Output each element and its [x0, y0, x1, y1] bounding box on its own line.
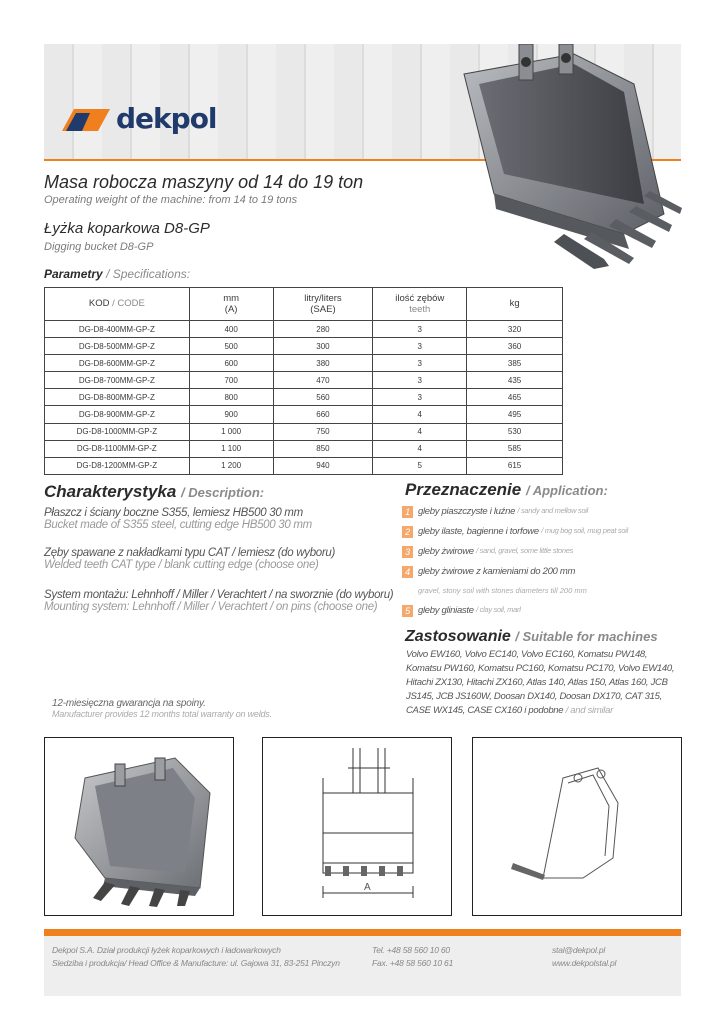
- table-cell: 3: [373, 372, 467, 389]
- footer-company-line2: Siedziba i produkcja/ Head Office & Manufacture: ul. Gajowa 31, 83-251 Pinczyn: [52, 958, 340, 968]
- table-cell: 750: [273, 423, 373, 440]
- col-mm-line2: (A): [224, 304, 238, 315]
- table-row: [45, 321, 563, 338]
- description-item: [44, 507, 394, 531]
- application-item-en: / sandy and mellow soil: [517, 506, 589, 515]
- usage-machines: [406, 648, 676, 718]
- table-row: [45, 406, 563, 423]
- bucket-3d-view: [44, 737, 234, 916]
- table-cell: 320: [467, 321, 563, 338]
- footer-fax: Fax. +48 58 560 10 61: [372, 958, 454, 968]
- col-teeth-line2: teeth: [409, 304, 431, 315]
- usage-similar-en: / and similar: [565, 705, 613, 716]
- table-cell: 280: [273, 321, 373, 338]
- footer-contact: [552, 944, 616, 970]
- application-item-pl: gleby żwirowe: [418, 546, 474, 557]
- specifications-heading: [44, 267, 190, 281]
- application-item-en: / sand, gravel, some little stones: [476, 546, 574, 555]
- table-cell: 615: [467, 457, 563, 474]
- description-item-pl: Płaszcz i ściany boczne S355, lemiesz HB500 30 mm: [44, 507, 303, 519]
- table-row: [45, 389, 563, 406]
- table-cell: 465: [467, 389, 563, 406]
- application-heading: [405, 480, 608, 500]
- specifications-table-body: [45, 321, 563, 475]
- application-item: [402, 506, 588, 518]
- table-row: [45, 372, 563, 389]
- table-cell: 470: [273, 372, 373, 389]
- application-item: [402, 605, 521, 617]
- product-subtitle: Digging bucket D8-GP: [44, 241, 154, 253]
- application-item-number: 5: [402, 605, 413, 617]
- application-item-pl: gleby żwirowe z kamieniami do 200 mm: [418, 566, 576, 577]
- table-cell: DG-D8-1200MM-GP-Z: [45, 457, 190, 474]
- table-cell: 5: [373, 457, 467, 474]
- table-cell: DG-D8-400MM-GP-Z: [45, 321, 190, 338]
- application-heading-en: / Application:: [525, 483, 608, 498]
- col-code-pl: KOD: [88, 298, 110, 310]
- table-cell: DG-D8-1000MM-GP-Z: [45, 423, 190, 440]
- bucket-3d-image: [45, 738, 233, 915]
- table-cell: 560: [273, 389, 373, 406]
- description-item: [44, 589, 404, 613]
- description-item-pl: Zęby spawane z nakładkami typu CAT / lemiesz (do wyboru): [44, 547, 336, 559]
- bucket-side-drawing: [472, 737, 682, 916]
- table-header-row: [45, 288, 563, 321]
- footer-company-line1: Dekpol S.A. Dział produkcji łyżek koparkowych i ładowarkowych: [52, 945, 281, 955]
- col-liters-line2: (SAE): [310, 304, 336, 315]
- table-cell: 380: [273, 355, 373, 372]
- table-cell: 585: [467, 440, 563, 457]
- bucket-front-drawing: [262, 737, 452, 916]
- logo-mark-icon: [60, 105, 112, 133]
- table-cell: 495: [467, 406, 563, 423]
- usage-heading-pl: Zastosowanie: [405, 628, 511, 645]
- table-row: [45, 338, 563, 355]
- usage-heading: [405, 628, 658, 646]
- col-liters-header: [273, 288, 373, 321]
- table-cell: 800: [189, 389, 273, 406]
- description-heading-pl: Charakterystyka: [44, 482, 177, 501]
- table-cell: 500: [189, 338, 273, 355]
- description-item-en: Bucket made of S355 steel, cutting edge HB500 30 mm: [44, 519, 312, 531]
- description-heading: [44, 482, 264, 502]
- table-cell: DG-D8-600MM-GP-Z: [45, 355, 190, 372]
- table-cell: 435: [467, 372, 563, 389]
- application-item-pl: gleby piaszczyste i luźne: [418, 506, 516, 517]
- table-cell: 4: [373, 406, 467, 423]
- table-cell: DG-D8-700MM-GP-Z: [45, 372, 190, 389]
- table-cell: DG-D8-500MM-GP-Z: [45, 338, 190, 355]
- application-item-pl: gleby gliniaste: [418, 605, 474, 616]
- table-cell: 3: [373, 389, 467, 406]
- application-item-number: 1: [402, 506, 413, 518]
- col-code-header: [45, 288, 190, 321]
- col-kg-header: kg: [467, 288, 563, 321]
- table-cell: 360: [467, 338, 563, 355]
- table-row: [45, 457, 563, 474]
- bucket-side-drawing-image: [473, 738, 681, 915]
- usage-machines-list: Volvo EW160, Volvo EC140, Volvo EC160, Komatsu PW148, Komatsu PW160, Komatsu PC160, Komatsu PC170, Volvo EW140, Hitachi ZX130, Hitachi ZX160, Atlas 140, Atlas 150, Atlas 160, JCB JS145, JCB JS160W, Doosan DX140, Doosan DX170, CAT 315, CASE WX145, CASE CX160 i podobne: [406, 649, 675, 716]
- footer-phone: [372, 944, 453, 970]
- table-cell: 530: [467, 423, 563, 440]
- table-cell: 4: [373, 423, 467, 440]
- table-cell: 3: [373, 321, 467, 338]
- table-cell: 900: [189, 406, 273, 423]
- col-mm-line1: mm: [223, 292, 240, 304]
- table-cell: 1 200: [189, 457, 273, 474]
- table-cell: DG-D8-800MM-GP-Z: [45, 389, 190, 406]
- footer-website-link[interactable]: www.dekpolstal.pl: [552, 958, 617, 968]
- application-heading-pl: Przeznaczenie: [405, 480, 522, 499]
- table-cell: 3: [373, 355, 467, 372]
- table-cell: 385: [467, 355, 563, 372]
- operating-weight-subtitle: Operating weight of the machine: from 14 to 19 tons: [44, 194, 298, 206]
- table-cell: 1 100: [189, 440, 273, 457]
- footer-company: [52, 944, 340, 970]
- table-row: [45, 423, 563, 440]
- table-cell: 700: [189, 372, 273, 389]
- application-item-pl: gleby ilaste, bagienne i torfowe: [418, 526, 539, 537]
- col-code-en: / CODE: [112, 298, 145, 310]
- warranty-pl: 12-miesięczna gwarancja na spoiny.: [52, 698, 206, 709]
- col-teeth-header: [373, 288, 467, 321]
- table-cell: 4: [373, 440, 467, 457]
- brand-name: dekpol: [116, 102, 217, 135]
- operating-weight-title: Masa robocza maszyny od 14 do 19 ton: [44, 172, 364, 192]
- col-teeth-line1: ilość zębów: [395, 292, 445, 304]
- bucket-front-drawing-image: [263, 738, 451, 915]
- datasheet-page: [44, 44, 681, 989]
- footer-email-link[interactable]: stal@dekpol.pl: [552, 945, 606, 955]
- dekpol-logo: [60, 102, 217, 135]
- table-cell: 600: [189, 355, 273, 372]
- table-cell: 660: [273, 406, 373, 423]
- bucket-hero-image: [424, 44, 684, 274]
- application-item: [402, 546, 573, 558]
- footer: [44, 929, 681, 996]
- col-mm-header: [189, 288, 273, 321]
- application-item-number: 2: [402, 526, 413, 538]
- product-title: Łyżka koparkowa D8-GP: [44, 220, 210, 237]
- table-cell: 3: [373, 338, 467, 355]
- description-item-en: Mounting system: Lehnhoff / Miller / Verachtert / on pins (choose one): [44, 601, 378, 613]
- table-cell: 1 000: [189, 423, 273, 440]
- table-cell: 400: [189, 321, 273, 338]
- specifications-heading-pl: Parametry: [44, 267, 103, 281]
- description-heading-en: / Description:: [181, 485, 265, 500]
- application-item-en: / clay soil, marl: [476, 605, 521, 614]
- application-item4-en: gravel, stony soil with stones diameters till 200 mm: [418, 586, 587, 595]
- application-item: [402, 566, 575, 578]
- specifications-heading-en: / Specifications:: [106, 267, 191, 281]
- table-cell: 940: [273, 457, 373, 474]
- warranty-note: [52, 698, 272, 719]
- col-liters-line1: litry/liters: [304, 292, 342, 304]
- application-item-en: / mug bog soil, mug peat soil: [541, 526, 628, 535]
- usage-heading-en: / Suitable for machines: [515, 629, 658, 644]
- table-cell: DG-D8-1100MM-GP-Z: [45, 440, 190, 457]
- table-cell: 300: [273, 338, 373, 355]
- table-cell: DG-D8-900MM-GP-Z: [45, 406, 190, 423]
- table-row: [45, 440, 563, 457]
- warranty-en: Manufacturer provides 12 months total warranty on welds.: [52, 709, 272, 719]
- dimension-label: A: [364, 882, 371, 893]
- table-row: [45, 355, 563, 372]
- description-item-en: Welded teeth CAT type / blank cutting edge (choose one): [44, 559, 319, 571]
- application-item-number: 3: [402, 546, 413, 558]
- description-item: [44, 547, 394, 571]
- description-item-pl: System montażu: Lehnhoff / Miller / Verachtert / na sworznie (do wyboru): [44, 589, 394, 601]
- footer-tel: Tel. +48 58 560 10 60: [372, 945, 450, 955]
- table-cell: 850: [273, 440, 373, 457]
- application-item: [402, 526, 628, 538]
- specifications-table: [44, 287, 563, 475]
- application-item-number: 4: [402, 566, 413, 578]
